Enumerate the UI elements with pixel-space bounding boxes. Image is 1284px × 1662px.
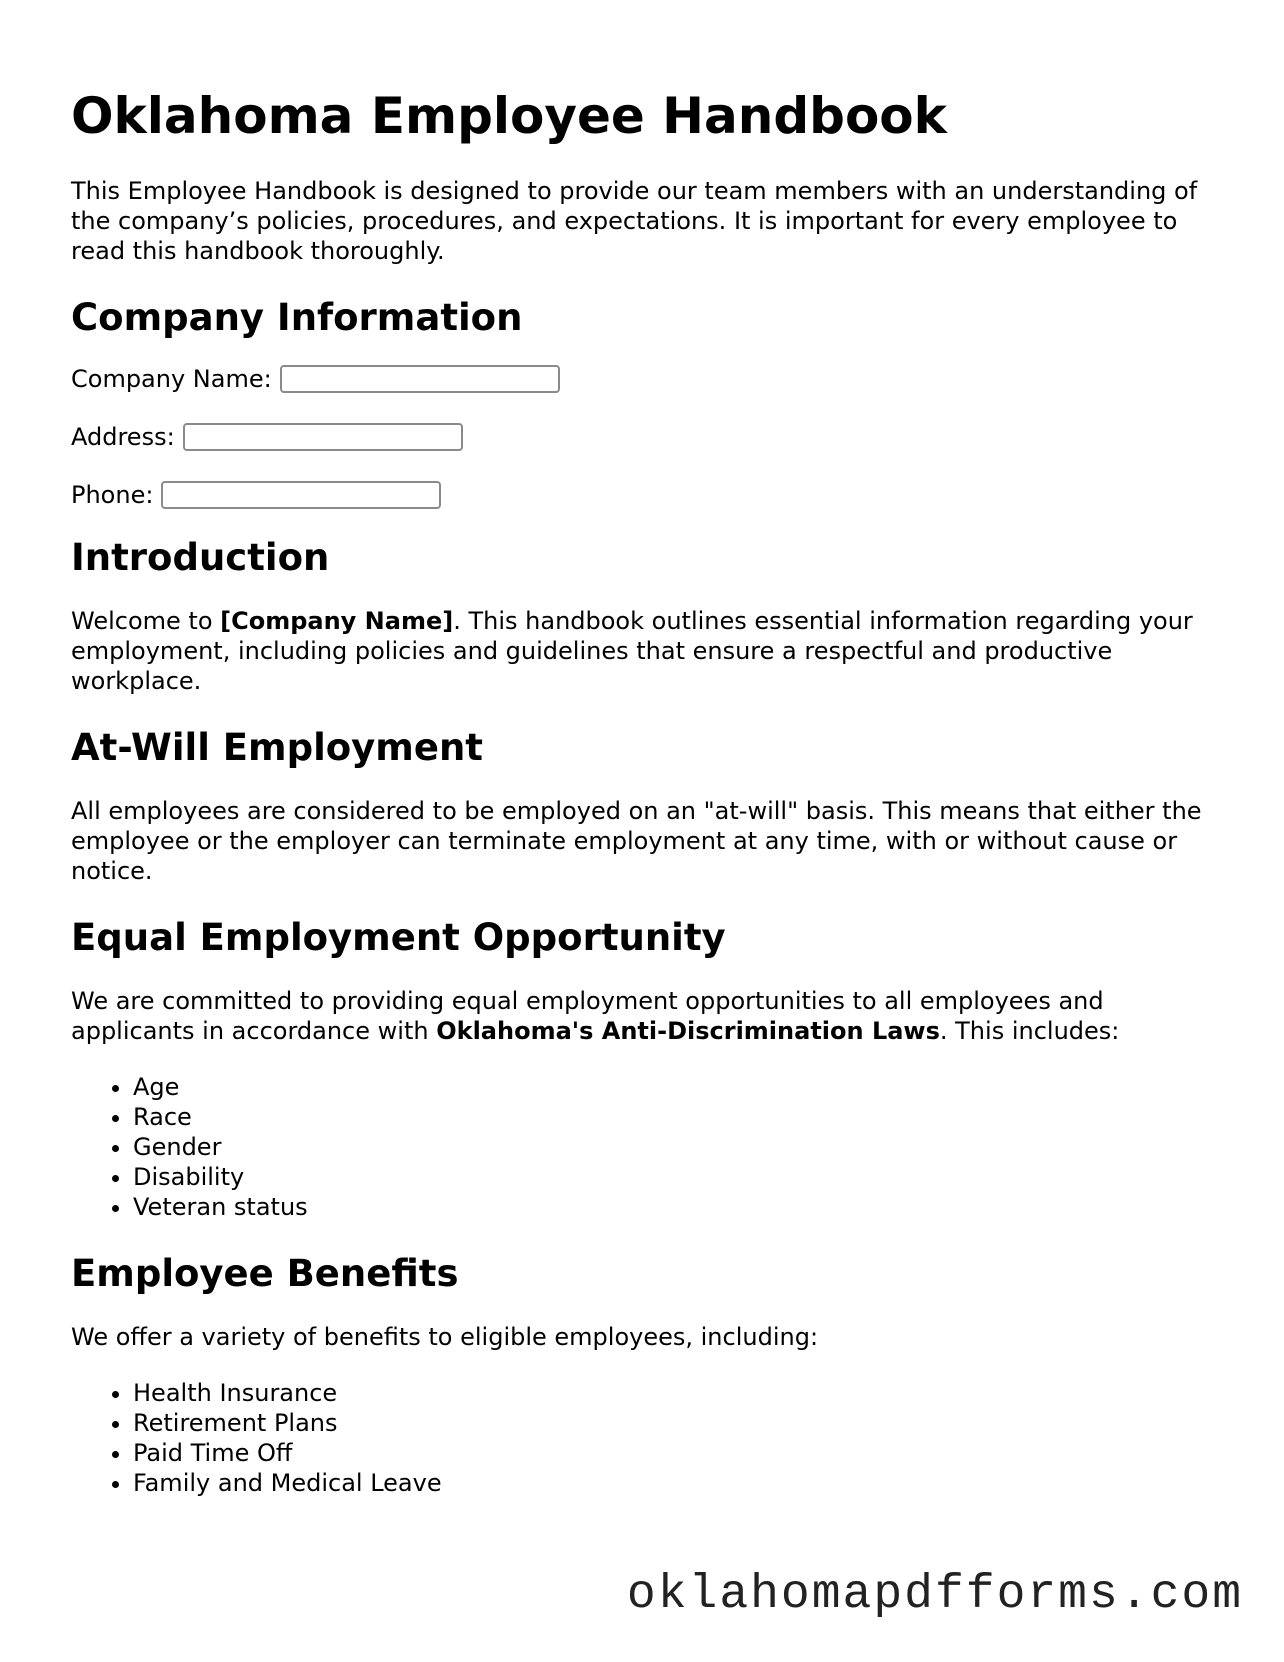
- introduction-text-end: . This handbook outlines essential information regarding your employment, including policies and guidelines that ensure a respectful and productive workplace.: [71, 607, 1193, 695]
- introduction-text-start: Welcome to: [71, 607, 221, 635]
- company-name-placeholder: [Company Name]: [220, 607, 454, 635]
- benefits-paragraph: We offer a variety of benefits to eligible employees, including:: [71, 1323, 819, 1351]
- eeo-paragraph: [71, 986, 1221, 1046]
- page-title: Oklahoma Employee Handbook: [71, 87, 947, 145]
- phone-input[interactable]: [161, 481, 441, 509]
- list-item: • Veteran status: [133, 1192, 1221, 1222]
- company-name-input[interactable]: [280, 365, 560, 393]
- eeo-text-end: . This includes:: [939, 1017, 1120, 1045]
- list-item: • Disability: [133, 1162, 1221, 1192]
- list-item: • Paid Time Off: [133, 1438, 1221, 1468]
- site-watermark: oklahomapdfforms.com: [626, 1568, 1243, 1622]
- list-item: • Health Insurance: [133, 1378, 1221, 1408]
- introduction-paragraph: [71, 606, 1221, 696]
- list-item: • Retirement Plans: [133, 1408, 1221, 1438]
- anti-discrimination-laws: Oklahoma's Anti-Discrimination Laws: [436, 1017, 940, 1045]
- intro-paragraph: This Employee Handbook is designed to provide our team members with an understanding of the company’s policies, procedures, and expectations. It is important for every employee to read this handbook thoroughly.: [71, 177, 1198, 265]
- address-row: [71, 420, 1221, 454]
- list-item: • Race: [133, 1102, 1221, 1132]
- eeo-list: [71, 1072, 1221, 1222]
- introduction-heading: Introduction: [71, 536, 330, 579]
- list-item: • Family and Medical Leave: [133, 1468, 1221, 1498]
- company-name-label: Company Name:: [71, 365, 272, 393]
- at-will-heading: At-Will Employment: [71, 726, 483, 769]
- at-will-paragraph: All employees are considered to be employed on an "at-will" basis. This means that either the employee or the employer can terminate employment at any time, with or without cause or notice.: [71, 797, 1202, 885]
- document-page: [71, 86, 1221, 1528]
- company-info-fields: [71, 362, 1221, 512]
- eeo-heading: Equal Employment Opportunity: [71, 916, 726, 959]
- benefits-list: [71, 1378, 1221, 1498]
- benefits-heading: Employee Benefits: [71, 1252, 459, 1295]
- list-item: • Age: [133, 1072, 1221, 1102]
- company-name-row: [71, 362, 1221, 396]
- phone-label: Phone:: [71, 481, 154, 509]
- phone-row: [71, 478, 1221, 512]
- company-info-heading: Company Information: [71, 296, 523, 339]
- address-label: Address:: [71, 423, 175, 451]
- eeo-text-start: We are committed to providing equal employment opportunities to all employees and applicants in accordance with: [71, 987, 1104, 1045]
- address-input[interactable]: [183, 423, 463, 451]
- list-item: • Gender: [133, 1132, 1221, 1162]
